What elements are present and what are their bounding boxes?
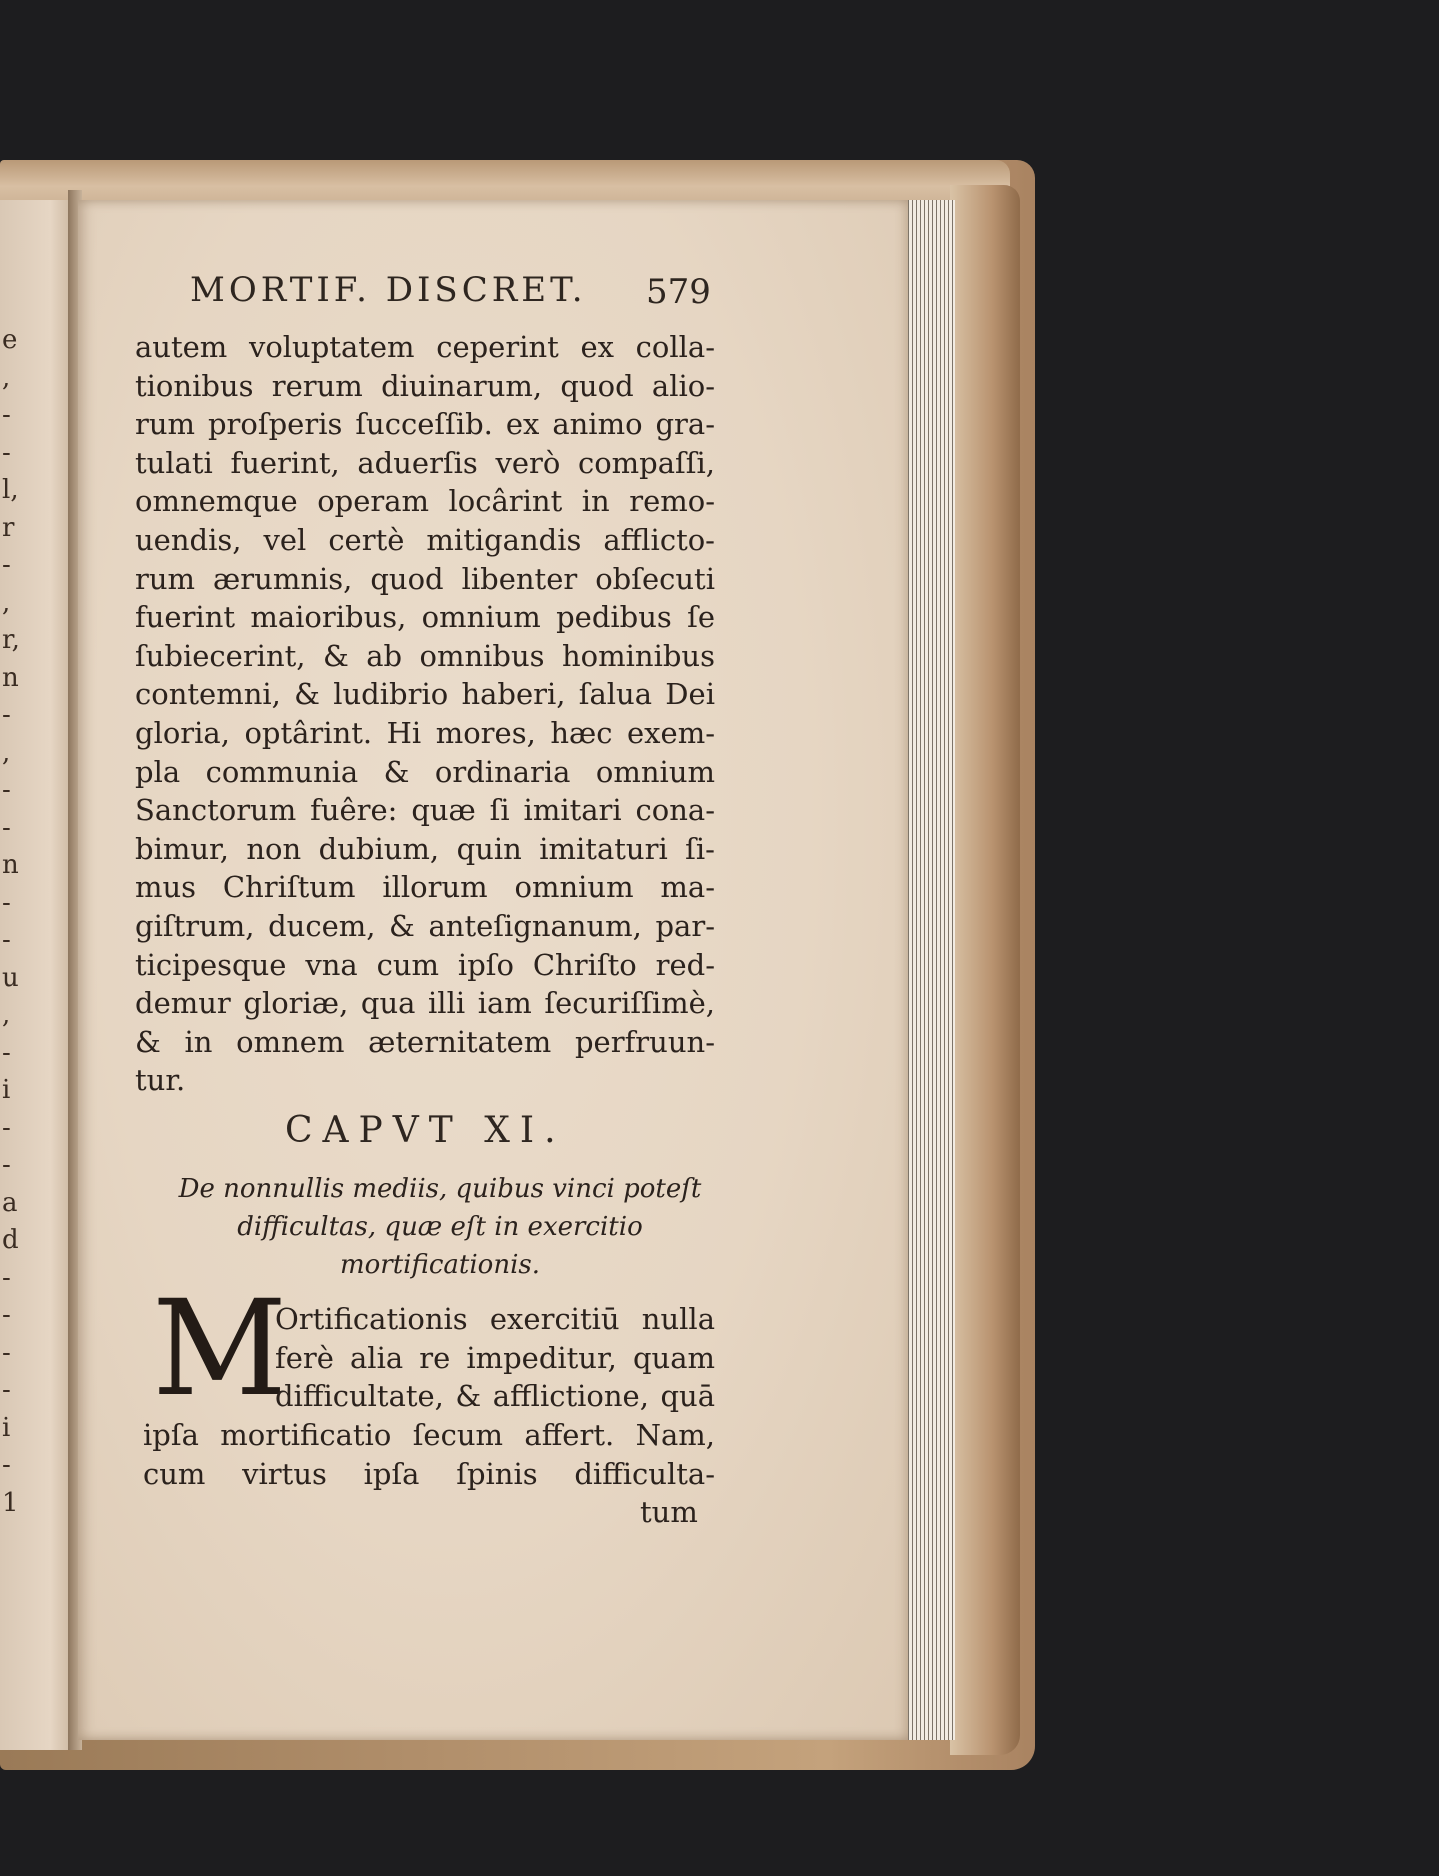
fragment-glyph: r,: [2, 625, 20, 655]
fragment-glyph: -: [2, 812, 11, 843]
paragraph-continuation-lines: [143, 1416, 715, 1493]
facing-page-letter-fragments: [2, 322, 20, 1522]
fragment-glyph: -: [2, 887, 11, 918]
text-line: bimur, non dubium, quin imitaturi ſi-: [135, 831, 715, 866]
fragment-glyph: i: [2, 1412, 11, 1443]
fragment-glyph: -: [2, 1150, 11, 1180]
subtitle-line: mortificationis.: [340, 1250, 540, 1280]
chapter-heading: CAPVT XI.: [285, 1110, 566, 1151]
text-line: mus Chriſtum illorum omnium ma-: [135, 870, 715, 905]
drop-cap-initial: M: [152, 1272, 288, 1426]
page-stack-edges: [905, 200, 955, 1740]
fragment-glyph: -: [2, 1112, 11, 1143]
body-paragraph: [135, 328, 715, 1100]
fragment-glyph: -: [2, 1262, 11, 1293]
text-line: uendis, vel certè mitigandis afflicto-: [135, 522, 715, 557]
text-line: cum virtus ipſa ſpinis difficulta-: [143, 1456, 715, 1491]
fragment-glyph: e: [2, 325, 18, 355]
text-line: fuerint maioribus, omnium pedibus ſe: [135, 600, 715, 635]
text-line: rum proſperis ſucceſſib. ex animo gra-: [135, 407, 715, 442]
catchword: tum: [640, 1495, 698, 1529]
text-line: ticipesque vna cum ipſo Chriſto red-: [135, 947, 715, 982]
running-head: [190, 270, 710, 316]
chapter-subtitle: [160, 1170, 720, 1284]
text-line: autem voluptatem ceperint ex colla-: [135, 330, 715, 364]
fragment-glyph: ,: [2, 1000, 11, 1030]
fragment-glyph: a: [2, 1187, 18, 1218]
text-line: ſubiecerint, & ab omnibus hominibus: [135, 638, 715, 673]
book-top-edge: [0, 160, 1010, 204]
fragment-glyph: ,: [2, 362, 11, 393]
text-line: demur gloriæ, qua illi iam ſecuriſſimè,: [135, 986, 715, 1021]
fragment-glyph: -: [2, 925, 11, 955]
fragment-glyph: i: [2, 1075, 11, 1105]
text-line: pla communia & ordinaria omnium: [135, 754, 715, 789]
fragment-glyph: ,: [2, 737, 11, 768]
fragment-glyph: r: [2, 512, 15, 543]
paragraph-opening-lines: [275, 1300, 715, 1416]
fragment-glyph: -: [2, 550, 11, 580]
running-head-title: MORTIF. DISCRET.: [190, 270, 587, 310]
subtitle-line: De nonnullis mediis, quibus vinci poteſt: [178, 1174, 702, 1204]
text-line: tur.: [135, 1063, 186, 1098]
fragment-glyph: -: [2, 400, 11, 430]
text-line: ipſa mortificatio ſecum affert. Nam,: [143, 1418, 715, 1452]
fragment-glyph: -: [2, 700, 11, 730]
page-number: 579: [646, 272, 711, 312]
text-line: Ortificationis exercitiū nulla: [275, 1302, 715, 1336]
fragment-glyph: -: [2, 1450, 11, 1480]
fragment-glyph: n: [2, 662, 19, 693]
book-fore-edge-binding: [950, 185, 1020, 1755]
fragment-glyph: -: [2, 1300, 11, 1330]
fragment-glyph: -: [2, 1375, 11, 1405]
fragment-glyph: 1: [2, 1487, 19, 1518]
text-line: & in omnem æternitatem perfruun-: [135, 1024, 715, 1059]
text-line: contemni, & ludibrio haberi, ſalua Dei: [135, 677, 715, 712]
text-line: Sanctorum fuêre: quæ ſi imitari cona-: [135, 793, 715, 828]
text-line: ferè alia re impeditur, quam: [275, 1340, 715, 1375]
subtitle-line: difficultas, quæ eſt in exercitio: [237, 1212, 643, 1242]
text-line: omnemque operam locârint in remo-: [135, 484, 715, 519]
fragment-glyph: ,: [2, 587, 11, 618]
fragment-glyph: -: [2, 437, 11, 468]
fragment-glyph: d: [2, 1225, 19, 1255]
fragment-glyph: -: [2, 1337, 11, 1368]
text-line: tulati fuerint, aduerſis verò compaſſi,: [135, 445, 715, 480]
text-line: tionibus rerum diuinarum, quod alio-: [135, 368, 715, 403]
fragment-glyph: u: [2, 962, 19, 993]
fragment-glyph: l,: [2, 475, 19, 505]
text-line: rum ærumnis, quod libenter obſecuti: [135, 561, 715, 596]
fragment-glyph: -: [2, 1037, 11, 1068]
text-line: gloria, optârint. Hi mores, hæc exem-: [135, 715, 715, 750]
text-line: giſtrum, ducem, & anteſignanum, par-: [135, 908, 715, 943]
fragment-glyph: -: [2, 775, 11, 805]
fragment-glyph: n: [2, 850, 19, 880]
text-line: difficultate, & afflictione, quā: [275, 1379, 715, 1414]
